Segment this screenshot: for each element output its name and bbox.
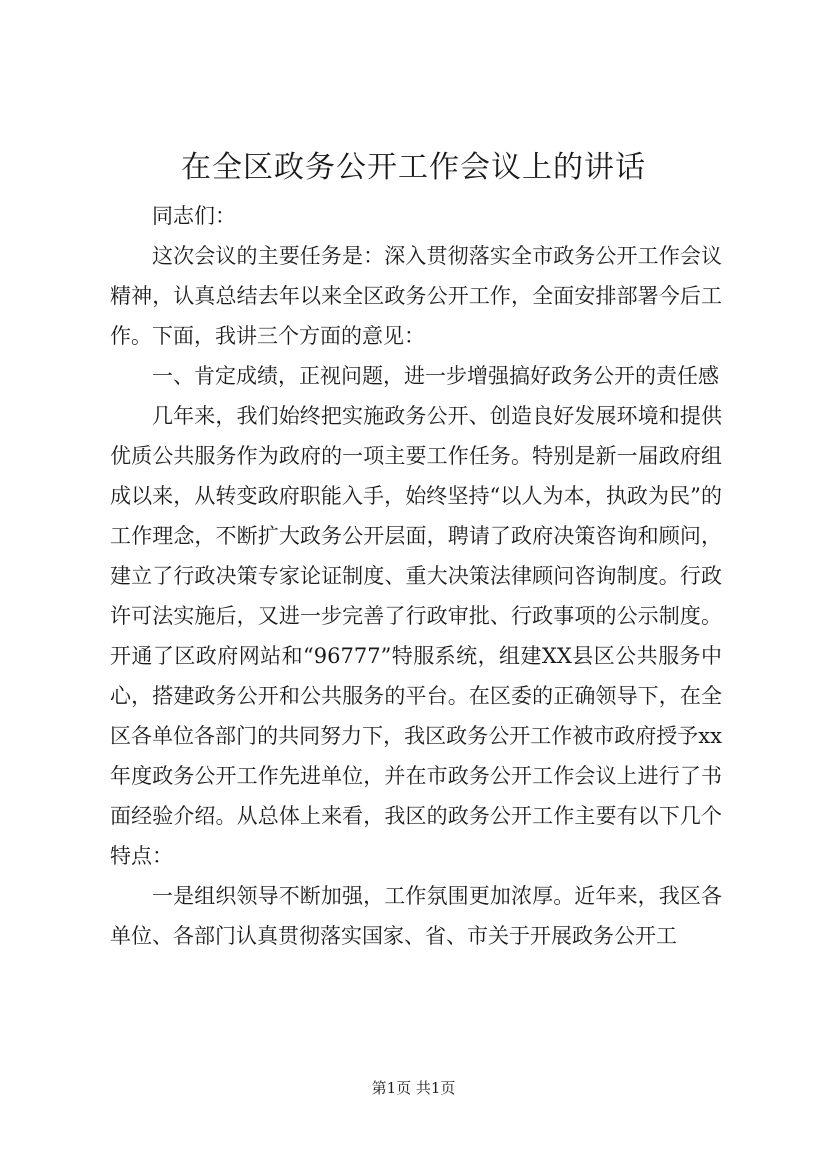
salutation-paragraph: 同志们： [152,204,236,228]
section-heading: 一、肯定成绩，正视问题，进一步增强搞好政务公开的责任感 [152,364,719,388]
document-body [110,196,722,956]
body-paragraph: 一是组织领导不断加强，工作氛围更加浓厚。近年来，我区各单位、各部门认真贯彻落实国家、省、市关于开展政务公开工 [110,884,722,948]
page-number: 第1页 共1页 [371,1079,456,1097]
body-paragraph: 几年来，我们始终把实施政务公开、创造良好发展环境和提供优质公共服务作为政府的一项主要工作任务。特别是新一届政府组成以来，从转变政府职能入手，始终坚持“以人为本，执政为民”的工作理念，不断扩大政务公开层面，聘请了政府决策咨询和顾问，建立了行政决策专家论证制度、重大决策法律顾问咨询制度。行政许可法实施后，又进一步完善了行政审批、行政事项的公示制度。开通了区政府网站和“96777”特服系统，组建XX县区公共服务中心，搭建政务公开和公共服务的平台。在区委的正确领导下，在全区各单位各部门的共同努力下，我区政务公开工作被市政府授予xx年度政务公开工作先进单位，并在市政务公开工作会议上进行了书面经验介绍。从总体上来看，我区的政务公开工作主要有以下几个特点： [110,404,722,868]
intro-paragraph: 这次会议的主要任务是：深入贯彻落实全市政务公开工作会议精神，认真总结去年以来全区政务公开工作，全面安排部署今后工作。下面，我讲三个方面的意见： [110,244,722,348]
document-title: 在全区政务公开工作会议上的讲话 [181,150,646,185]
